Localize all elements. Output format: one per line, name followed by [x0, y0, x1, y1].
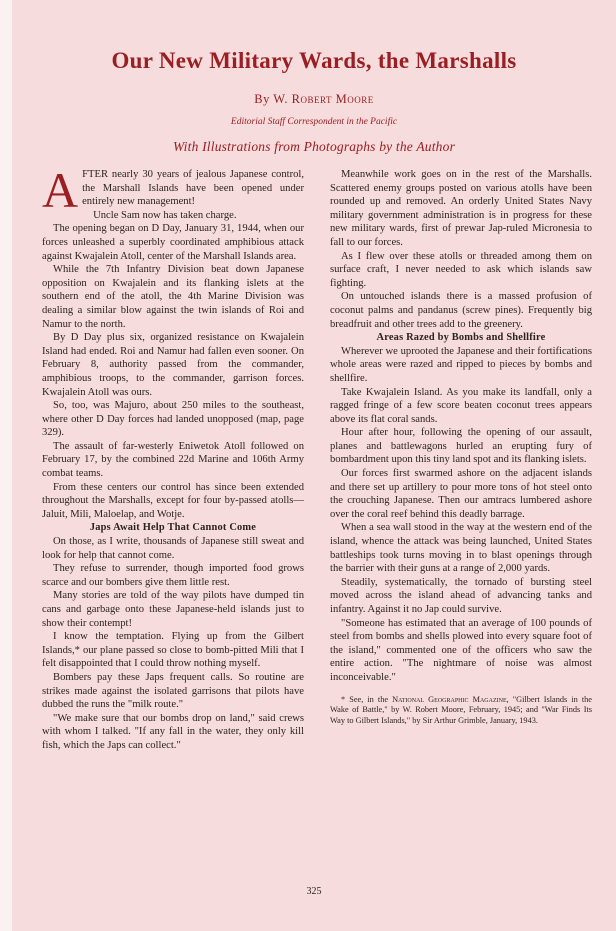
page-number: 325: [306, 886, 322, 897]
staff-line: Editorial Staff Correspondent in the Pacific: [230, 117, 398, 127]
paragraph: When a sea wall stood in the way at the western end of the island, whence the attack was being launched, United States battleships took turns moving in to blast openings through the barrier with their guns at a range of 2,000 yards.: [330, 522, 592, 575]
paragraph: Meanwhile work goes on in the rest of the Marshalls. Scattered enemy groups posted on various atolls have been rounded up and removed. An orderly United States Navy military government administration is in progress for these new military wards, first of prewar Jap-ruled Micronesia to fall to our forces.: [330, 169, 592, 248]
paragraph: On untouched islands there is a massed profusion of coconut palms and pandanus (screw pines). Frequently big breadfruit and other trees add to the greenery.: [330, 291, 592, 330]
paragraph: By D Day plus six, organized resistance on Kwajalein Island had ended. Roi and Namur had fallen even sooner. On February 8, authority passed from the commander, amphibious troops, to the commander, garrison forces. Kwajalein Atoll was ours.: [42, 332, 304, 398]
byline: [12, 92, 616, 107]
article-title: Our New Military Wards, the Marshalls: [111, 48, 517, 73]
paragraph: The opening began on D Day, January 31, 1944, when our forces unleashed a superbly coordinated amphibious attack against Kwajalein Atoll, center of the Marshall Islands area.: [42, 223, 304, 262]
illustrations-credit: With Illustrations from Photographs by the Author: [172, 139, 456, 154]
footnote-rest: , "Gilbert Islands in the Wake of Battle," by W. Robert Moore, February, 1945; and "War Finds Its Way to Gilbert Islands," by Sir Arthur Grimble, January, 1943.: [330, 694, 592, 725]
paragraph: Take Kwajalein Island. As you make its landfall, only a ragged fringe of a few score beaten coconut trees appears above its flat coral sands.: [330, 386, 592, 425]
footnote-lead: * See, in the: [341, 694, 393, 704]
paragraph: As I flew over these atolls or threaded among them on surface craft, I never needed to ask which islands saw fighting.: [330, 250, 592, 289]
section-subhead: Areas Razed by Bombs and Shellfire: [376, 332, 546, 344]
paragraph: Steadily, systematically, the tornado of bursting steel moved across the island ahead of advancing tanks and infantry. Against it no Jap could survive.: [330, 576, 592, 615]
paragraph: While the 7th Infantry Division beat down Japanese opposition on Kwajalein and its flanking islets at the southern end of the atoll, the 4th Marine Division was dealing a similar blow against the twin islands of Roi and Namur to the north.: [42, 264, 304, 330]
right-column: [330, 168, 592, 726]
paragraph: Uncle Sam now has taken charge.: [93, 209, 237, 221]
paragraph: "Someone has estimated that an average of 100 pounds of steel from bombs and shells plowed into every square foot of the island," commented one of the officers who saw the entire action. "The nightmare of noise was almost inconceivable.": [330, 617, 592, 683]
paragraph: From these centers our control has since been extended throughout the Marshalls, except for four by-passed atolls—Jaluit, Mili, Maloelap, and Wotje.: [42, 481, 304, 520]
paragraph: Wherever we uprooted the Japanese and their fortifications whole areas were razed and ripped to pieces by bombs and shellfire.: [330, 345, 592, 384]
footnote: [330, 695, 592, 727]
drop-cap: A: [42, 162, 79, 218]
paragraph: The assault of far-westerly Eniwetok Atoll followed on February 17, by the combined 22d Marine and 106th Army combat teams.: [42, 440, 304, 480]
paragraph: "We make sure that our bombs drop on land," said crews with whom I talked. "If any fall in the water, they only kill fish, which the Japs can collect.": [42, 712, 304, 751]
paragraph: So, too, was Majuro, about 250 miles to the southeast, where other D Day forces had landed unopposed (map, page 329).: [42, 400, 304, 439]
section-subhead: Japs Await Help That Cannot Come: [89, 522, 257, 534]
paragraph: Hour after hour, following the opening of our assault, planes and battlewagons hurled an erupting fury of bombardment upon this tiny land spot and its flanking islets.: [330, 427, 592, 466]
footnote-magazine: National Geographic Magazine: [392, 694, 507, 704]
paragraph: I know the temptation. Flying up from the Gilbert Islands,* our plane passed so close to bomb-pitted Mili that I felt disappointed that I could throw nothing myself.: [42, 631, 304, 670]
left-column: [42, 162, 304, 753]
paragraph: They refuse to surrender, though imported food grows scarce and our bombers give them little rest.: [42, 563, 304, 588]
byline-prefix: By W.: [254, 92, 292, 106]
paragraph: Many stories are told of the way pilots have dumped tin cans and garbage onto these Japanese-held islands just to show their contempt!: [42, 590, 304, 629]
paragraph: Our forces first swarmed ashore on the adjacent islands and there set up artillery to pour more tons of hot steel onto the crouching Japanese. Then our amtracs lumbered ashore over the coral reef behind this deadly barrage.: [330, 468, 592, 520]
paragraph: Bombers pay these Japs frequent calls. So routine are strikes made against the isolated garrisons that pilots have dubbed the runs the "milk route.": [42, 671, 304, 711]
byline-name: Robert Moore: [291, 92, 374, 106]
paragraph: On those, as I write, thousands of Japanese still sweat and look for help that cannot come.: [42, 536, 304, 561]
opening-text: FTER nearly 30 years of jealous Japanese control, the Marshall Islands have been opened under entirely new management!: [82, 169, 304, 208]
